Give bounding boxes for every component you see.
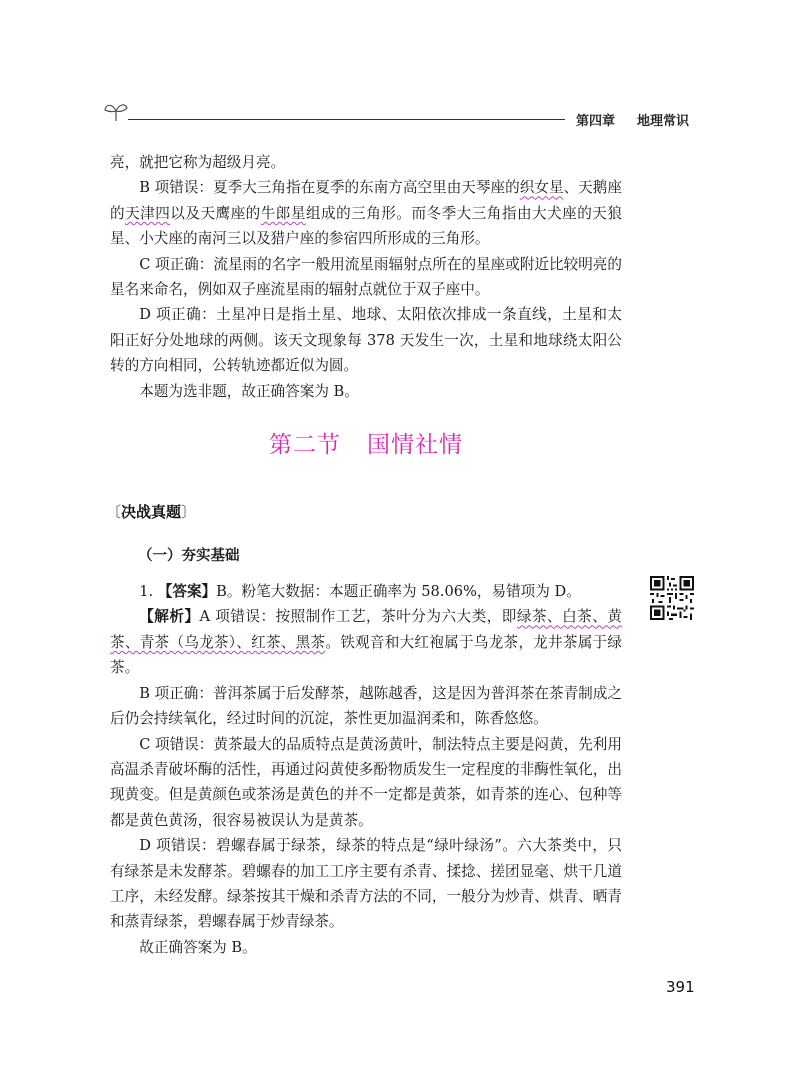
- analysis-option-c: C 项错误：黄茶最大的品质特点是黄汤黄叶，制法特点主要是闷黄，先利用高温杀青破坏酶的活性，再通过闷黄使多酚物质发生一定程度的非酶性氧化，出现黄变。但是黄颜色或茶汤是黄色的并不一定都是黄茶，如青茶的连心、包种等都是黄色黄汤，很容易被误认为是黄茶。: [110, 735, 622, 829]
- paragraph-option-d: D 项正确：土星冲日是指土星、地球、太阳依次排成一条直线，土星和太阳正好分处地球的两侧。该天文现象每 378 天发生一次，土星和地球绕太阳公转的方向相同，公转轨迹都近似为圆。: [110, 306, 622, 375]
- paragraph-conclusion: 本题为选非题，故正确答案为 B。: [139, 382, 359, 400]
- section-title: 第二节 国情社情: [269, 432, 463, 459]
- answer-line: 1. 【答案】B。粉笔大数据：本题正确率为 58.06%，易错项为 D。: [139, 583, 581, 601]
- running-header: [576, 110, 689, 129]
- qr-code-icon[interactable]: [650, 576, 694, 620]
- paragraph-option-b: B 项错误：夏季大三角指在夏季的东南方高空里由天琴座的织女星、天鹅座的天津四以及天鹰座的牛郎星组成的三角形。而冬季大三角指由大犬座的天狼星、小犬座的南河三以及猎户座的参宿四所形成的三角形。: [110, 179, 622, 248]
- subsection-title: （一）夯实基础: [138, 548, 240, 565]
- paragraph-option-c: C 项正确：流星雨的名字一般用流星雨辐射点所在的星座或附近比较明亮的星名来命名，例如双子座流星雨的辐射点就位于双子座中。: [110, 255, 622, 299]
- analysis-option-a: 【解析】A 项错误：按照制作工艺，茶叶分为六大类，即绿茶、白茶、黄茶、青茶（乌龙茶）、红茶、黑茶。铁观音和大红袍属于乌龙茶，龙井茶属于绿茶。: [110, 608, 622, 677]
- header-rule: [128, 119, 565, 120]
- sprout-icon: [103, 100, 129, 122]
- block-title: 〔决战真题〕: [106, 503, 197, 522]
- analysis-option-b: B 项正确：普洱茶属于后发酵茶，越陈越香，这是因为普洱茶在茶青制成之后仍会持续氧化，经过时间的沉淀，茶性更加温润柔和，陈香悠悠。: [110, 684, 622, 728]
- analysis-conclusion: 故正确答案为 B。: [139, 938, 257, 956]
- page-content: [106, 150, 622, 960]
- chapter-title: 地理常识: [637, 114, 690, 129]
- chapter-number: 第四章: [576, 114, 616, 129]
- page-number: 391: [666, 978, 695, 996]
- analysis-option-d: D 项错误：碧螺春属于绿茶，绿茶的特点是“绿叶绿汤”。六大茶类中，只有绿茶是未发酵茶。碧螺春的加工工序主要有杀青、揉捻、搓团显毫、烘干几道工序，未经发酵。绿茶按其干燥和杀青方法的不同，一般分为炒青、烘青、晒青和蒸青绿茶，碧螺春属于炒青绿茶。: [110, 837, 622, 931]
- paragraph: 亮，就把它称为超级月亮。: [110, 154, 286, 171]
